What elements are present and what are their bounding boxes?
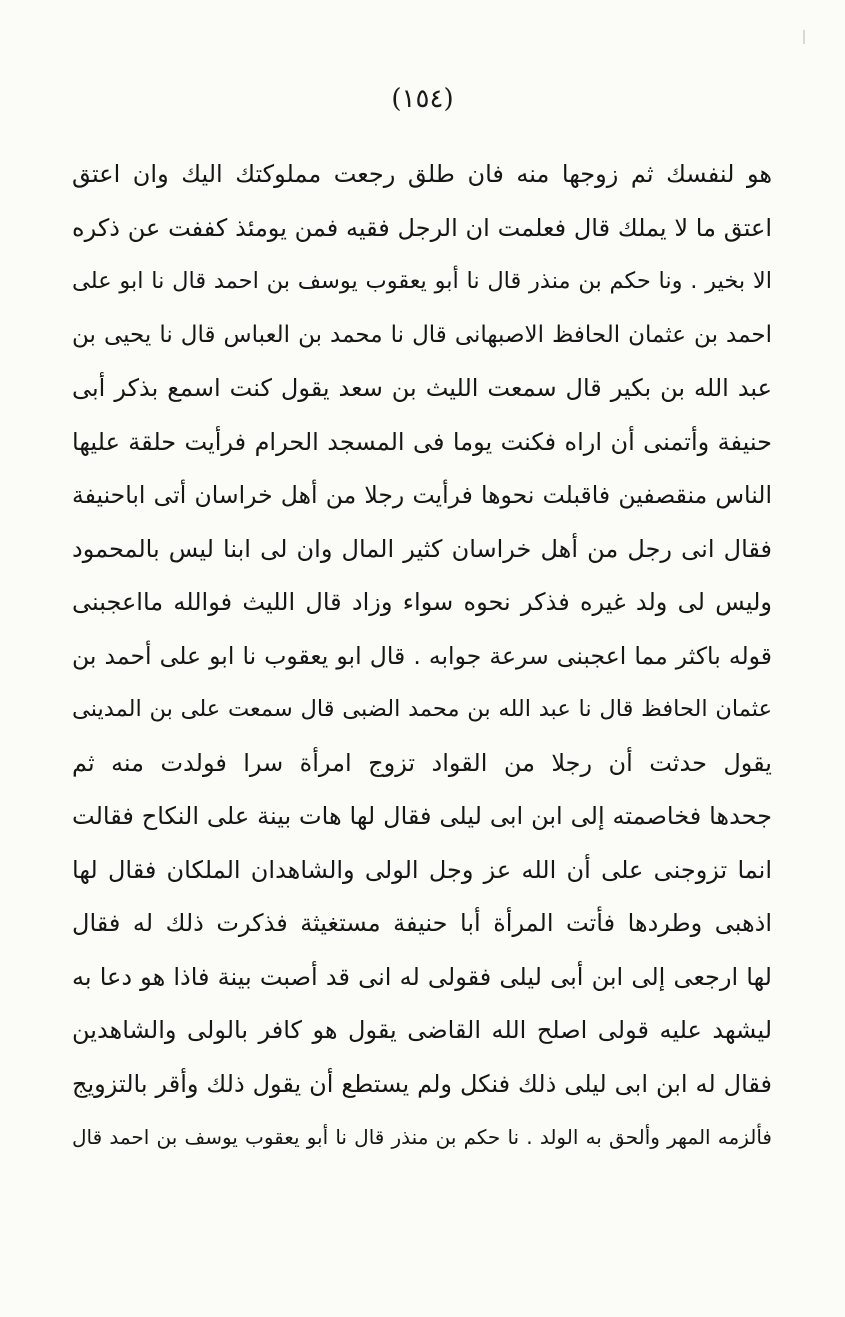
text-line: فقال له ابن ابى ليلى ذلك فنكل ولم يستطع أن يقول ذلك وأقر بالتزويج — [72, 1069, 772, 1098]
text-line: ليشهد عليه قولى اصلح الله القاضى يقول هو كافر بالولى والشاهدين — [72, 1016, 772, 1044]
text-line: جحدها فخاصمته إلى ابن ابى ليلى فقال لها هات بينة على النكاح فقالت — [72, 802, 772, 830]
text-line: عبد الله بن بكير قال سمعت الليث بن سعد يقول كنت اسمع بذكر أبى — [72, 374, 772, 402]
text-line: وليس لى ولد غيره فذكر نحوه سواء وزاد قال الليث فوالله مااعجبنى — [72, 588, 772, 616]
text-line: انما تزوجنى على أن الله عز وجل الولى والشاهدان الملكان فقال لها — [72, 855, 772, 884]
text-line: حنيفة وأتمنى أن اراه فكنت يوما فى المسجد الحرام فرأيت حلقة عليها — [72, 427, 772, 456]
text-line: عثمان الحافظ قال نا عبد الله بن محمد الضبى قال سمعت على بن المدينى — [72, 696, 772, 722]
text-line: فقال انى رجل من أهل خراسان كثير المال وان لى ابنا ليس بالمحمود — [72, 534, 772, 563]
text-line: احمد بن عثمان الحافظ الاصبهانى قال نا محمد بن العباس قال نا يحيى بن — [72, 321, 772, 348]
text-line: الناس منقصفين فاقبلت نحوها فرأيت رجلا من أهل خراسان أتى اباحنيفة — [72, 481, 772, 509]
text-line: اعتق ما لا يملك قال فعلمت ان الرجل فقيه فمن يومئذ كففت عن ذكره — [72, 213, 772, 242]
text-line: يقول حدثت أن رجلا من القواد تزوج امرأة سرا فولدت منه ثم — [72, 748, 772, 777]
text-line: الا بخير . ونا حكم بن منذر قال نا أبو يعقوب يوسف بن احمد قال نا ابو على — [72, 268, 772, 294]
body-text — [72, 148, 772, 1165]
text-line: هو لنفسك ثم زوجها منه فان طلق رجعت مملوكتك اليك وان اعتق — [72, 160, 772, 188]
scan-mark — [803, 30, 805, 44]
text-line: قوله باكثر مما اعجبنى سرعة جوابه . قال ابو يعقوب نا ابو على أحمد بن — [72, 641, 772, 670]
text-line: فألزمه المهر وألحق به الولد . نا حكم بن منذر قال نا أبو يعقوب يوسف بن احمد قال — [72, 1125, 772, 1149]
text-line: اذهبى وطردها فأتت المرأة أبا حنيفة مستغيثة فذكرت ذلك له فقال — [72, 909, 772, 937]
page-number: (١٥٤) — [391, 84, 454, 114]
text-line: لها ارجعى إلى ابن أبى ليلى فقولى له انى قد أصبت بينة فاذا هو دعا به — [72, 962, 772, 991]
